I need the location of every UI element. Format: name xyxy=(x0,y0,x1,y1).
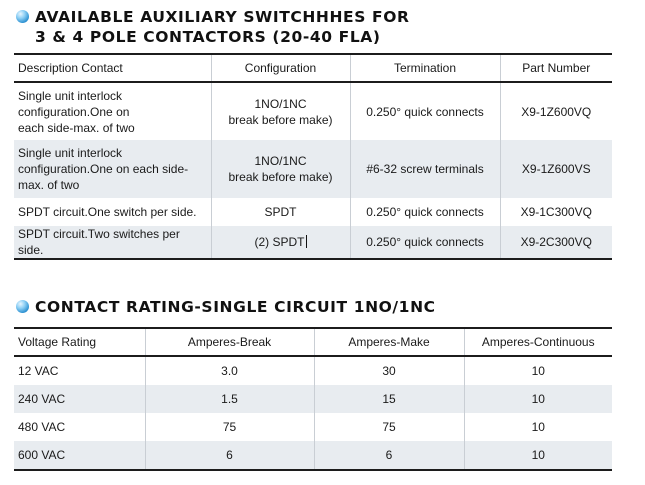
amperes-continuous-cell: 10 xyxy=(464,413,612,441)
section-title-line-1: AVAILABLE AUXILIARY SWITCHHHES FOR xyxy=(35,8,410,26)
description-line: configuration.One on xyxy=(18,104,130,119)
amperes-break-cell: 6 xyxy=(145,441,314,470)
table-row xyxy=(14,140,612,198)
description-line: configuration.One on each side- xyxy=(18,162,189,176)
section-title-contact-rating: CONTACT RATING-SINGLE CIRCUIT 1NO/1NC xyxy=(35,298,436,316)
description-line: max. of two xyxy=(18,178,80,192)
configuration-cell xyxy=(211,140,350,198)
amperes-break-cell: 3.0 xyxy=(145,356,314,385)
table-row xyxy=(14,385,612,413)
table-header-row xyxy=(14,328,612,356)
configuration-cell[interactable] xyxy=(211,226,350,259)
configuration-line: break before make) xyxy=(228,112,333,127)
configuration-line: 1NO/1NC xyxy=(254,96,307,111)
table-row xyxy=(14,356,612,385)
section-title-auxiliary-switches xyxy=(35,7,410,47)
termination-cell: 0.250° quick connects xyxy=(350,82,500,140)
section-title-line-2: 3 & 4 POLE CONTACTORS (20-40 FLA) xyxy=(35,28,381,46)
amperes-make-cell: 15 xyxy=(314,385,464,413)
header-voltage-rating: Voltage Rating xyxy=(14,328,145,356)
text-cursor xyxy=(306,235,307,248)
termination-cell: #6-32 screw terminals xyxy=(350,140,500,198)
amperes-break-cell: 75 xyxy=(145,413,314,441)
configuration-cell xyxy=(211,198,350,226)
header-part-number: Part Number xyxy=(500,54,612,82)
table-row xyxy=(14,413,612,441)
description-cell xyxy=(14,226,211,259)
amperes-make-cell: 30 xyxy=(314,356,464,385)
description-cell xyxy=(14,82,211,140)
table-row xyxy=(14,441,612,470)
configuration-line: (2) SPDT xyxy=(254,235,305,249)
header-configuration: Configuration xyxy=(211,54,350,82)
table-row xyxy=(14,82,612,140)
voltage-cell: 240 VAC xyxy=(14,385,145,413)
description-line: Single unit interlock xyxy=(18,146,123,160)
header-amperes-make: Amperes-Make xyxy=(314,328,464,356)
part-number-cell: X9-1Z600VS xyxy=(500,140,612,198)
voltage-cell: 480 VAC xyxy=(14,413,145,441)
part-number-cell: X9-2C300VQ xyxy=(500,226,612,259)
description-cell xyxy=(14,198,211,226)
header-amperes-continuous: Amperes-Continuous xyxy=(464,328,612,356)
amperes-make-cell: 6 xyxy=(314,441,464,470)
configuration-line: 1NO/1NC xyxy=(254,154,307,168)
description-line: SPDT circuit.Two switches per side. xyxy=(18,227,180,257)
termination-cell: 0.250° quick connects xyxy=(350,226,500,259)
header-amperes-break: Amperes-Break xyxy=(145,328,314,356)
table-row xyxy=(14,198,612,226)
voltage-cell: 600 VAC xyxy=(14,441,145,470)
table-header-row xyxy=(14,54,612,82)
section-bullet-icon xyxy=(16,10,29,23)
table-row xyxy=(14,226,612,259)
part-number-cell: X9-1Z600VQ xyxy=(500,82,612,140)
amperes-make-cell: 75 xyxy=(314,413,464,441)
amperes-continuous-cell: 10 xyxy=(464,356,612,385)
configuration-line: break before make) xyxy=(228,170,333,184)
auxiliary-switches-table xyxy=(14,53,612,260)
amperes-break-cell: 1.5 xyxy=(145,385,314,413)
contact-rating-table xyxy=(14,327,612,471)
description-line: SPDT circuit.One switch per side. xyxy=(18,205,197,219)
amperes-continuous-cell: 10 xyxy=(464,385,612,413)
description-cell xyxy=(14,140,211,198)
header-termination: Termination xyxy=(350,54,500,82)
description-line: Single unit interlock xyxy=(18,88,123,103)
section-bullet-icon xyxy=(16,300,29,313)
configuration-cell xyxy=(211,82,350,140)
header-description-contact: Description Contact xyxy=(14,54,211,82)
amperes-continuous-cell: 10 xyxy=(464,441,612,470)
termination-cell: 0.250° quick connects xyxy=(350,198,500,226)
voltage-cell: 12 VAC xyxy=(14,356,145,385)
part-number-cell: X9-1C300VQ xyxy=(500,198,612,226)
configuration-line: SPDT xyxy=(264,205,297,219)
description-line: each side-max. of two xyxy=(18,120,135,135)
